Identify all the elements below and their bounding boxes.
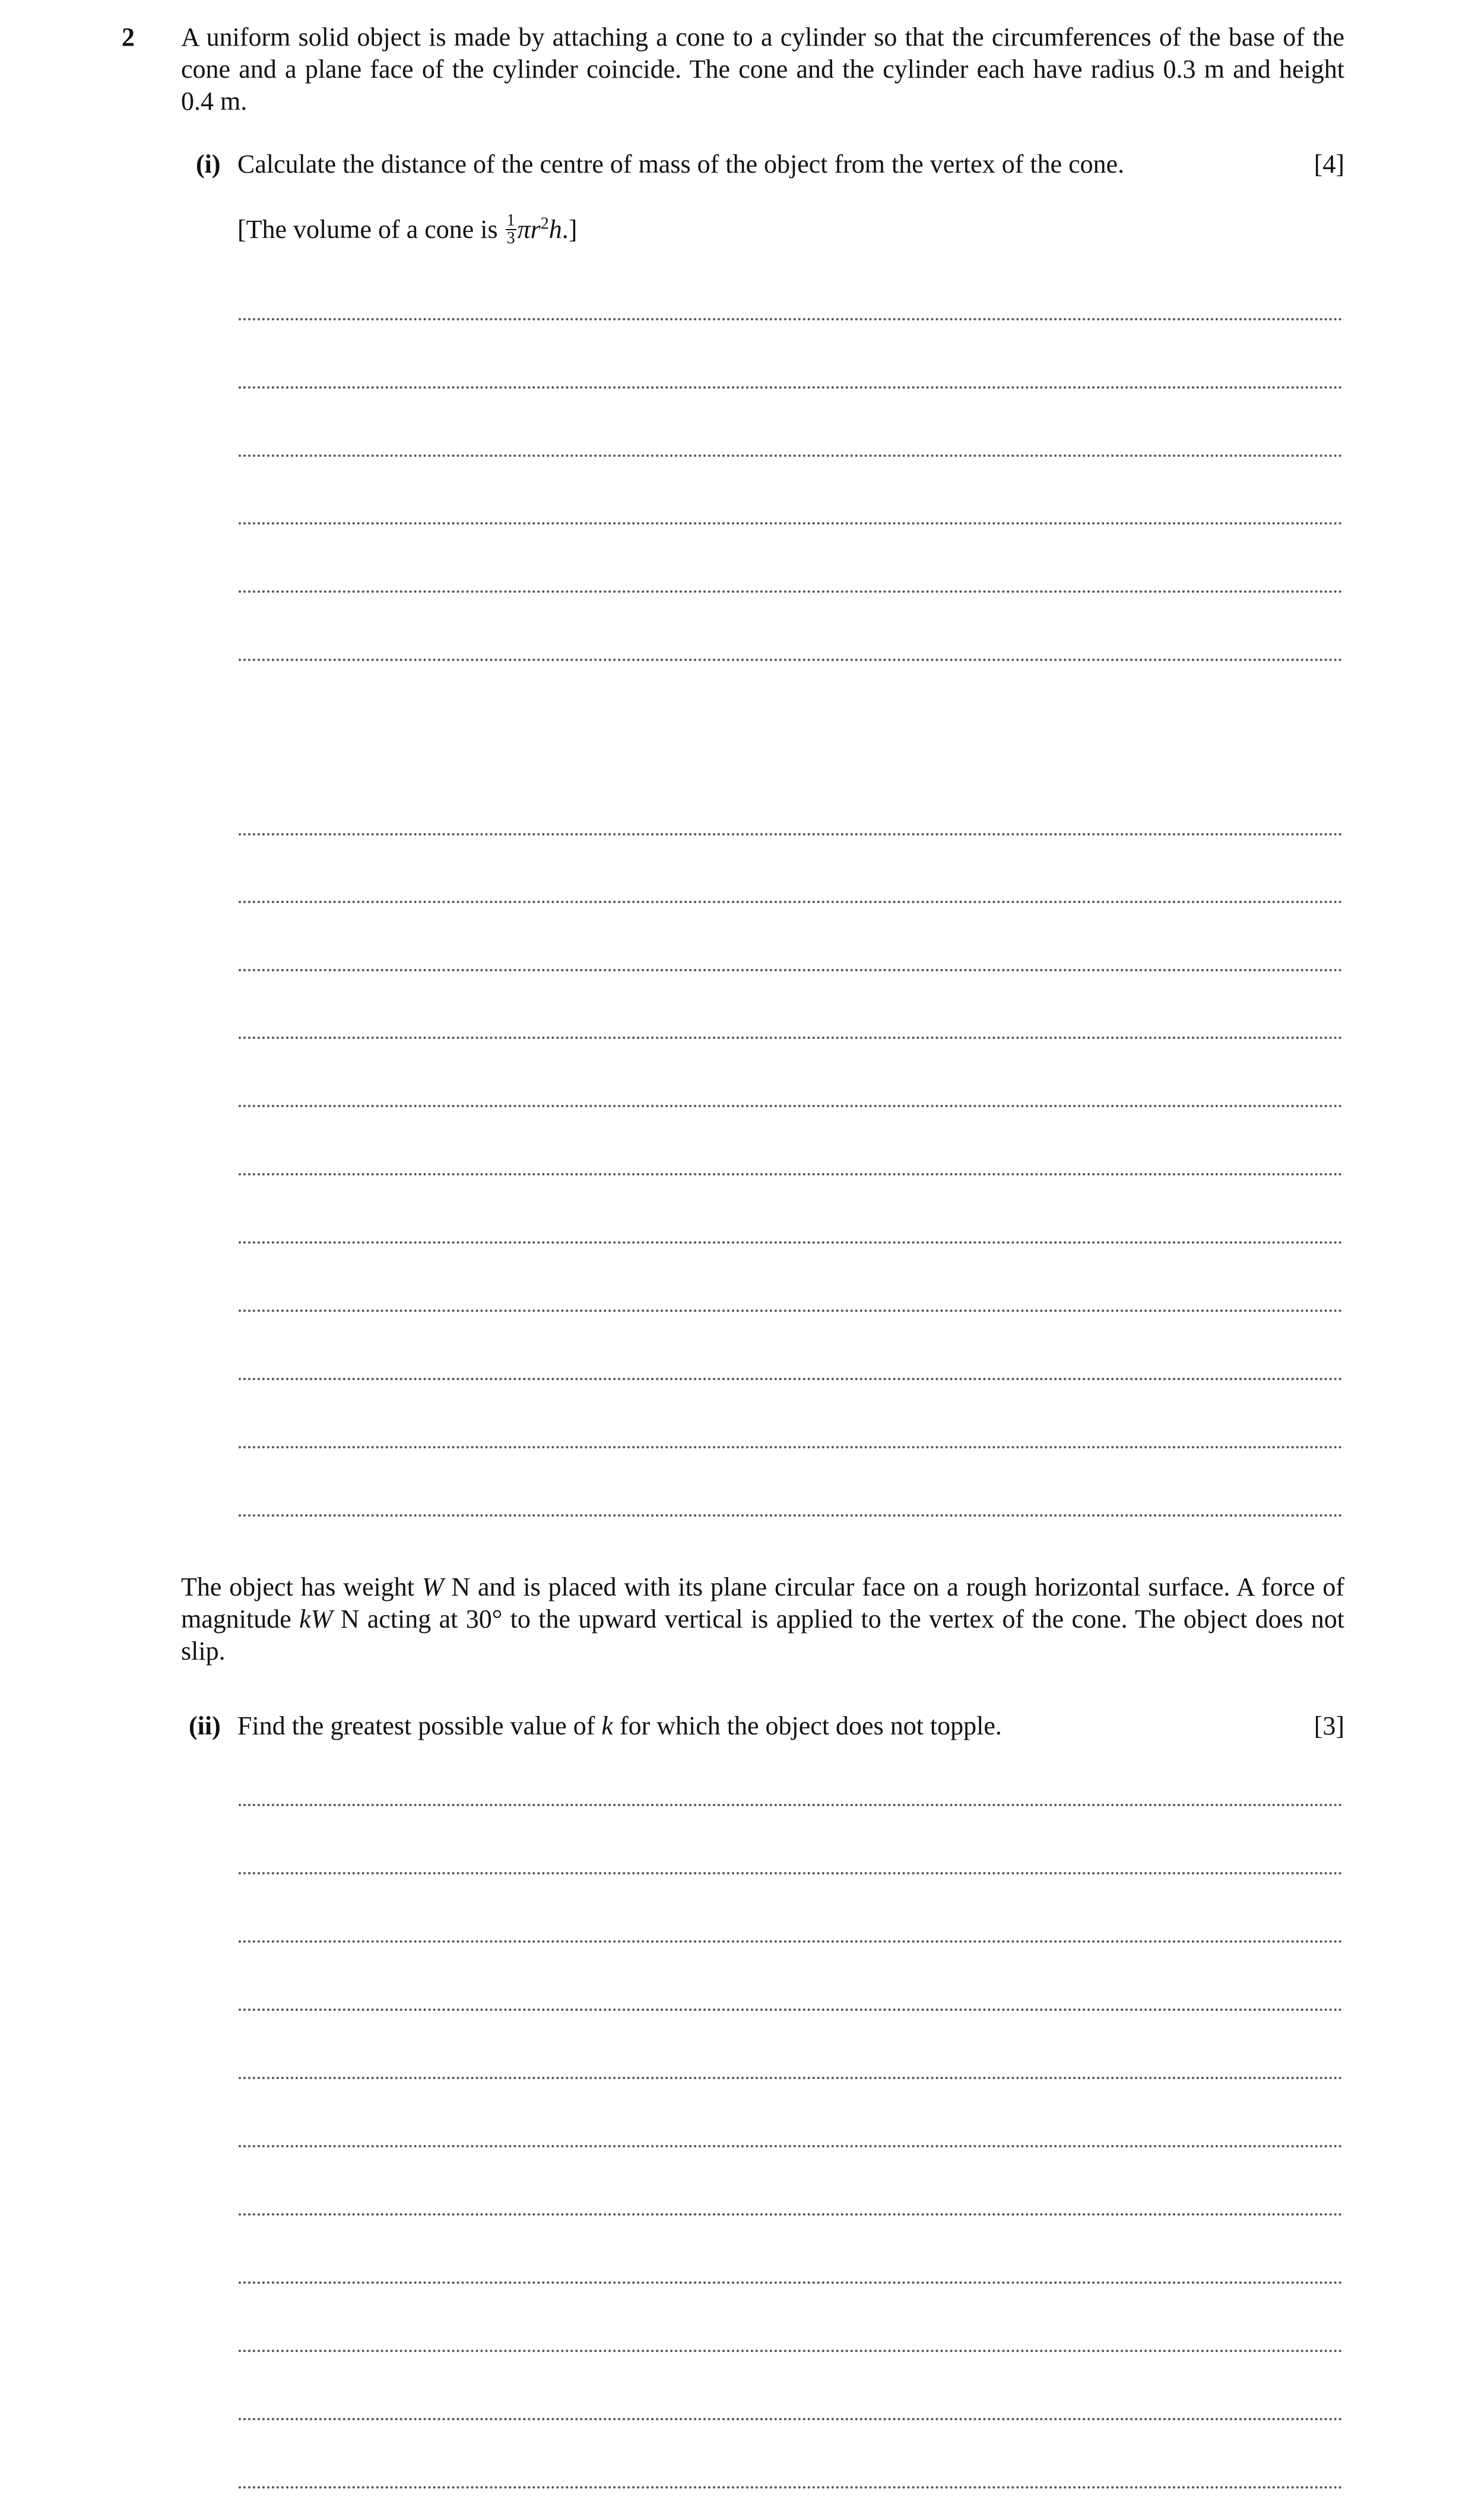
answer-line[interactable] [239, 318, 1343, 320]
part-i-label: (i) [196, 150, 221, 179]
part-i-question: Calculate the distance of the centre of mass of the object from the vertex of the cone. [237, 150, 1125, 179]
one-third-fraction: $\frac{1}{3}$ [506, 211, 515, 247]
answer-line[interactable] [239, 1105, 1343, 1107]
cone-volume-hint [237, 211, 578, 249]
answer-line[interactable] [239, 1514, 1343, 1517]
answer-line[interactable] [239, 2486, 1343, 2489]
answer-line[interactable] [239, 1173, 1343, 1175]
radius-variable: r [530, 215, 541, 244]
exponent: 2 [540, 214, 549, 233]
answer-line[interactable] [239, 522, 1343, 525]
answer-line[interactable] [239, 969, 1343, 971]
answer-line[interactable] [239, 1872, 1343, 1874]
part-i-marks: [4] [1314, 150, 1344, 179]
setup-paragraph: The object has weight W N and is placed with its plane circular face on a rough horizontal surface. A force of magnitude kW N acting at 30° to the upward vertical is applied to the vertex of the cone. The object does not slip. [181, 1572, 1345, 1666]
question-number: 2 [122, 23, 135, 52]
hint-prefix: [The volume of a cone is [237, 215, 505, 244]
part-ii-marks: [3] [1314, 1711, 1344, 1740]
height-variable: h [548, 215, 562, 244]
answer-line[interactable] [239, 2213, 1343, 2216]
answer-line[interactable] [239, 1241, 1343, 1244]
answer-line[interactable] [239, 2418, 1343, 2420]
answer-line[interactable] [239, 2077, 1343, 2079]
weight-variable: W [421, 1572, 444, 1601]
pi-symbol: π [517, 215, 531, 244]
answer-line[interactable] [239, 2350, 1343, 2352]
answer-line[interactable] [239, 2009, 1343, 2011]
answer-line[interactable] [239, 901, 1343, 903]
answer-line[interactable] [239, 1310, 1343, 1312]
answer-line[interactable] [239, 386, 1343, 389]
part-ii-label: (ii) [189, 1711, 221, 1740]
hint-suffix: .] [561, 215, 578, 244]
answer-line[interactable] [239, 1940, 1343, 1943]
answer-line[interactable] [239, 833, 1343, 835]
k-variable: k [601, 1711, 613, 1740]
answer-line[interactable] [239, 455, 1343, 457]
answer-line[interactable] [239, 1446, 1343, 1448]
answer-line[interactable] [239, 1037, 1343, 1039]
force-variable: kW [299, 1604, 333, 1634]
answer-line[interactable] [239, 2145, 1343, 2147]
answer-line[interactable] [239, 659, 1343, 661]
answer-line[interactable] [239, 2281, 1343, 2284]
question-intro: A uniform solid object is made by attaching a cone to a cylinder so that the circumferences of the base of the cone and a plane face of the cylinder coincide. The cone and the cylinder each have radius 0.3 m and height 0.4 m. [181, 23, 1344, 116]
part-ii-question: Find the greatest possible value of k for which the object does not topple. [237, 1711, 1002, 1740]
answer-line[interactable] [239, 590, 1343, 593]
answer-line[interactable] [239, 1804, 1343, 1806]
answer-line[interactable] [239, 1378, 1343, 1380]
